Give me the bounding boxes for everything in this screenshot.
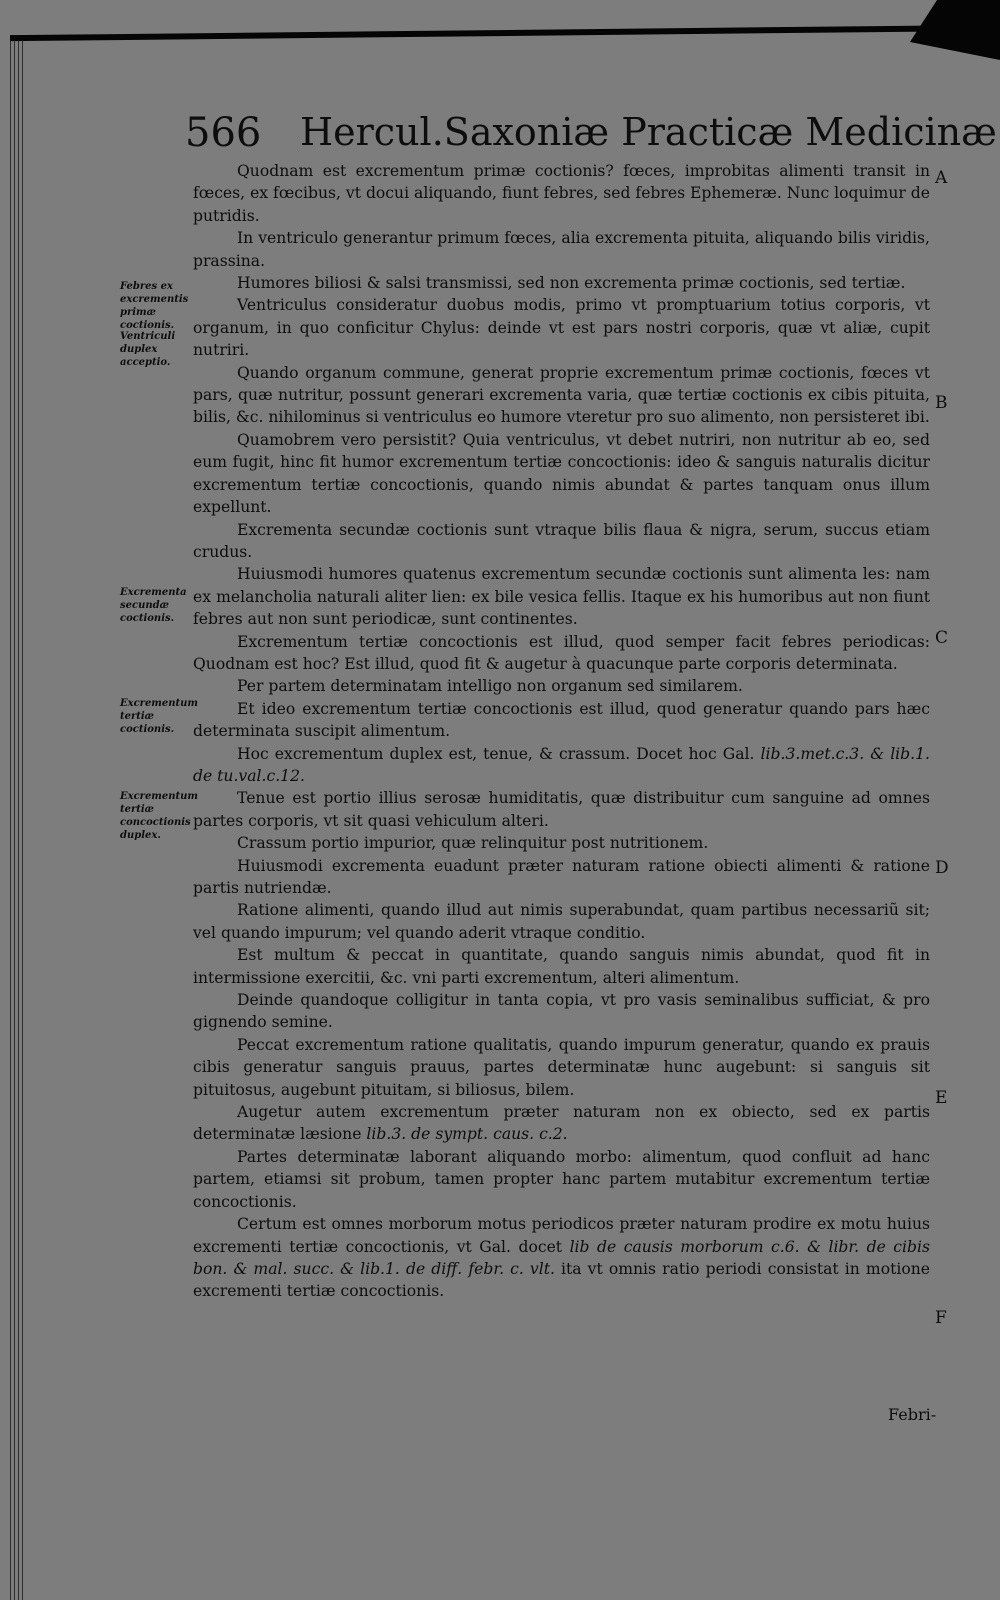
paragraph: Quodnam est excrementum primæ coctionis? fœces, improbitas alimenti transit in fœces, ex fœcibus, vt docui aliquando, fiunt febres, sed febres Ephemeræ. Nunc loquimur de putridis. — [193, 162, 930, 225]
paragraph: Huiusmodi humores quatenus excrementum secundæ coctionis sunt alimenta les: nam ex melancholia naturali aliter lien: ex bile vesica fellis. Itaque ex his humoribus aut non fiunt febres aut non sunt periodicæ, sunt continentes. — [193, 565, 930, 629]
binding-edge — [10, 40, 26, 1600]
paragraph — [193, 743, 930, 788]
section-letter-b: B — [935, 393, 948, 413]
paragraph: Quando organum commune, generat proprie excrementum primæ coctionis, fœces vt pars, quæ nutritur, possunt generari excrementa varia, quæ tertiæ coctionis ex cibis pituita, bilis, &c. nihilominus si ventriculus eo humore vteretur pro suo alimento, non persisteret ibi. — [193, 363, 930, 427]
page-number: 566 — [185, 110, 262, 156]
paragraph: Crassum portio impurior, quæ relinquitur post nutritionem. — [237, 834, 709, 853]
paragraph: Quamobrem vero persistit? Quia ventriculus, vt debet nutriri, non nutritur ab eo, sed eum fugit, hinc fit humor excrementum tertiæ concoctionis: ideo & sanguis naturalis dicitur excrementum tertiæ concoctionis, quando nimis abundat & partes tanquam onus illum expellunt. — [193, 430, 930, 517]
paragraph-text: Hoc excrementum duplex est, tenue, & crassum. Docet hoc Gal. — [237, 744, 761, 763]
citation: lib de causis morborum c.6. & libr. de cibis bon. & mal. succ. & lib.1. de diff. febr. c. vlt. — [193, 1237, 930, 1278]
paragraph: Excrementum tertiæ concoctionis est illud, quod semper facit febres periodicas: Quodnam est hoc? Est illud, quod fit & augetur à quacunque parte corporis determinata. — [193, 632, 930, 673]
corner-ink-blot — [910, 0, 1000, 60]
paragraph — [193, 1213, 930, 1303]
paragraph-text: Certum est omnes morborum motus periodicos præter naturam prodire ex motu huius excrementi tertiæ concoctionis, vt Gal. docet — [193, 1215, 930, 1256]
citation: lib.3.met.c.3. & lib.1. de tu.val.c.12. — [193, 744, 930, 785]
paragraph-text: Augetur autem excrementum præter naturam non ex obiecto, sed ex partis determinatæ læsione — [193, 1103, 930, 1144]
paragraph: Excrementa secundæ coctionis sunt vtraque bilis flaua & nigra, serum, succus etiam crudus. — [193, 520, 930, 561]
paragraph: Est multum & peccat in quantitate, quando sanguis nimis abundat, quod fit in intermissione exercitii, &c. vni parti excrementum, alteri alimentum. — [193, 946, 930, 987]
paragraph: Peccat excrementum ratione qualitatis, quando impurum generatur, quando ex prauis cibis generatur sanguis prauus, partes determinatæ hunc augebunt: si sanguis sit pituitosus, augebunt pituitam, si biliosus, bilem. — [193, 1035, 930, 1099]
margin-note: Ventriculi duplex acceptio. — [120, 331, 176, 368]
section-letter-f: F — [935, 1308, 947, 1328]
citation: lib.3. de sympt. caus. c.2. — [366, 1125, 568, 1144]
section-letter-e: E — [935, 1088, 948, 1108]
section-letter-d: D — [935, 858, 949, 878]
paragraph: Partes determinatæ laborant aliquando morbo: alimentum, quod confluit ad hanc partem, etiamsi sit probum, tamen propter hanc partem mutabitur excrementum tertiæ concoctionis. — [193, 1147, 930, 1211]
page-top-edge — [10, 25, 1000, 41]
paragraph: Huiusmodi excrementa euadunt præter naturam ratione obiecti alimenti & ratione partis nutriendæ. — [193, 856, 930, 897]
paragraph — [193, 1101, 930, 1146]
paragraph: Ventriculus consideratur duobus modis, primo vt promptuarium totius corporis, vt organum, in quo conficitur Chylus: deinde vt est pars nostri corporis, quæ vt aliæ, cupit nutriri. — [193, 296, 930, 360]
main-text-column — [193, 160, 930, 1303]
margin-note: Excrementum tertiæ concoctionis duplex. — [120, 791, 198, 841]
section-letter-c: C — [935, 628, 949, 648]
paragraph-text: ita vt omnis ratio periodi consistat in motione excrementi tertiæ concoctionis. — [193, 1259, 931, 1301]
paragraph: Per partem determinatam intelligo non organum sed similarem. — [237, 677, 743, 696]
margin-note: Excrementa secundæ coctionis. — [120, 587, 187, 624]
catchword: Febri- — [888, 1405, 937, 1424]
section-letter-a: A — [935, 168, 948, 188]
margin-note: Excrementum tertiæ coctionis. — [120, 698, 198, 735]
running-head: Hercul.Saxoniæ Practicæ Medicinæ — [300, 110, 997, 154]
paragraph: Et ideo excrementum tertiæ concoctionis est illud, quod generatur quando pars hæc determinata suscipit alimentum. — [193, 699, 930, 741]
paragraph: Deinde quandoque colligitur in tanta copia, vt pro vasis seminalibus sufficiat, & pro gignendo semine. — [193, 991, 930, 1032]
paragraph: Humores biliosi & salsi transmissi, sed non excrementa primæ coctionis, sed tertiæ. — [237, 274, 906, 293]
margin-note: Febres ex excrementis primæ coctionis. — [120, 281, 189, 331]
paragraph: In ventriculo generantur primum fœces, alia excrementa pituita, aliquando bilis viridis, prassina. — [193, 229, 930, 270]
paragraph: Ratione alimenti, quando illud aut nimis superabundat, quam partibus necessariũ sit; vel quando impurum; vel quando aderit vtraque conditio. — [193, 901, 930, 942]
paragraph: Tenue est portio illius serosæ humiditatis, quæ distribuitur cum sanguine ad omnes partes corporis, vt sit quasi vehiculum alteri. — [193, 789, 930, 830]
